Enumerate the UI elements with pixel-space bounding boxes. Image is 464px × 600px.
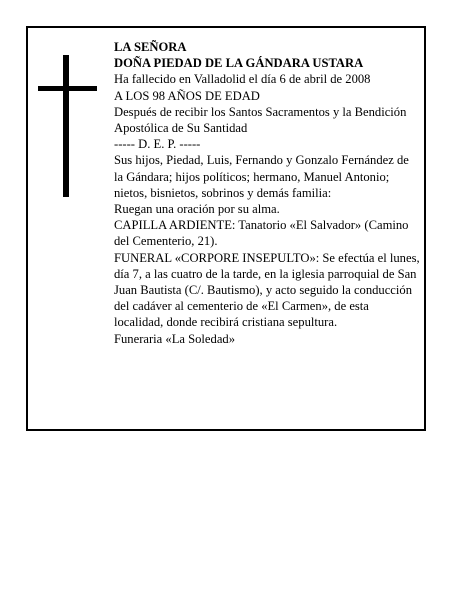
obituary-text <box>114 39 420 347</box>
rip-line: ----- D. E. P. ----- <box>114 137 201 152</box>
deceased-name: DOÑA PIEDAD DE LA GÁNDARA USTARA <box>114 56 364 71</box>
heading-la-senora: LA SEÑORA <box>114 40 187 54</box>
chapel-paragraph: CAPILLA ARDIENTE: Tanatorio «El Salvador» (Camino del Cementerio, 21). <box>114 218 409 249</box>
sacraments-line: Después de recibir los Santos Sacramentos y la Bendición Apostólica de Su Santidad <box>114 104 407 136</box>
funeral-home-line: Funeraria «La Soledad» <box>114 331 235 346</box>
funeral-paragraph: FUNERAL «CORPORE INSEPULTO»: Se efectúa el lunes, día 7, a las cuatro de la tarde, en la iglesia parroquial de San Juan Bautista (C/. Bautismo), y acto seguido la conducción del cadáver al cementerio de «El Carmen», de esta localidad, donde recibirá cristiana sepultura. <box>114 250 420 330</box>
prayer-line: Ruegan una oración por su alma. <box>114 202 280 217</box>
age-line: A LOS 98 AÑOS DE EDAD <box>114 88 260 103</box>
family-paragraph: Sus hijos, Piedad, Luis, Fernando y Gonzalo Fernández de la Gándara; hijos políticos; hermano, Manuel Antonio; nietos, bisnietos, sobrinos y demás familia: <box>114 153 409 200</box>
death-line: Ha fallecido en Valladolid el día 6 de abril de 2008 <box>114 72 371 87</box>
cross-vertical-bar <box>63 55 69 197</box>
cross-horizontal-bar <box>38 86 97 91</box>
